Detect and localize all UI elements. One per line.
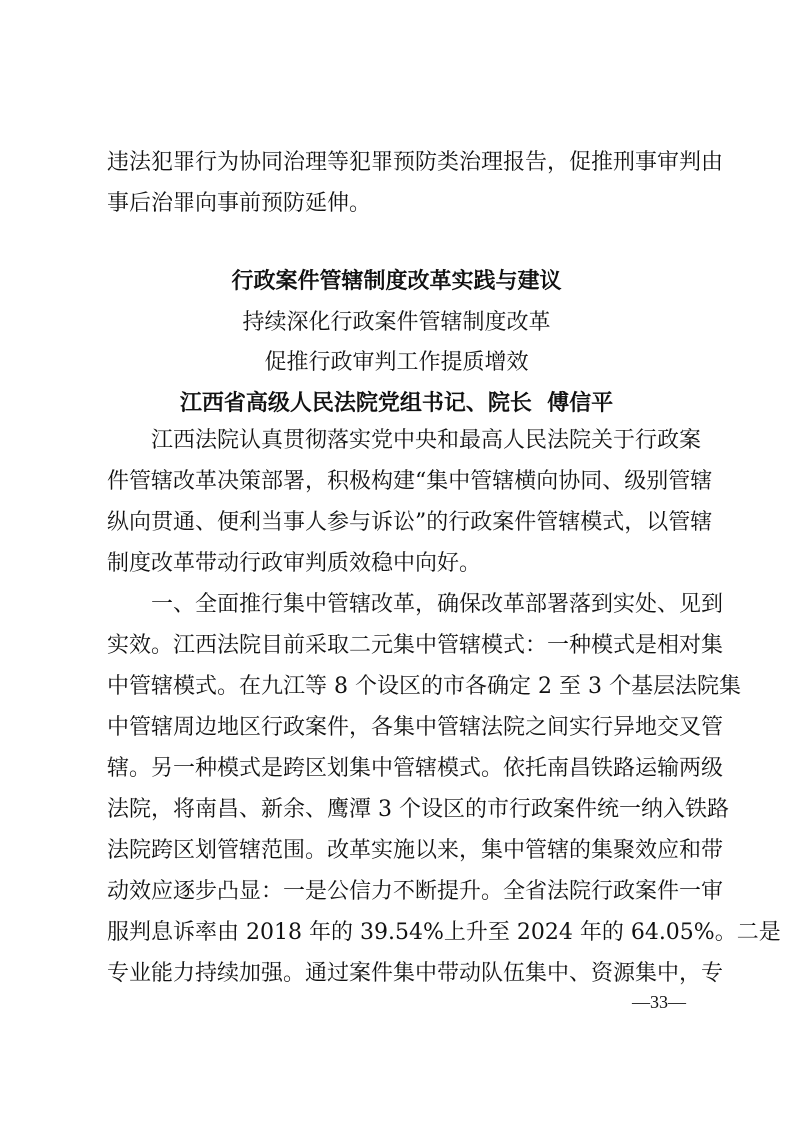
text-line: 实效。江西法院目前采取二元集中管辖模式：一种模式是相对集 <box>107 633 724 658</box>
text-line: 中管辖模式。在九江等 8 个设区的市各确定 2 至 3 个基层法院集 <box>107 674 741 699</box>
text-line: 专业能力持续加强。通过案件集中带动队伍集中、资源集中，专 <box>107 961 724 986</box>
text-line: 法院，将南昌、新余、鹰潭 3 个设区的市行政案件统一纳入铁路 <box>107 797 729 822</box>
text-line: 事后治罪向事前预防延伸。 <box>107 191 372 216</box>
top-paragraph <box>107 142 724 224</box>
text-line: 动效应逐步凸显：一是公信力不断提升。全省法院行政案件一审 <box>107 879 724 904</box>
page-number: —33— <box>632 992 686 1012</box>
article-title-line-1: 持续深化行政案件管辖制度改革 <box>242 310 551 335</box>
text-line: 服判息诉率由 2018 年的 39.54%上升至 2024 年的 64.05%。二是 <box>107 920 781 945</box>
text-line: 中管辖周边地区行政案件，各集中管辖法院之间实行异地交叉管 <box>107 715 724 740</box>
body-text <box>107 420 781 994</box>
text-line: 件管辖改革决策部署，积极构建“集中管辖横向协同、级别管辖 <box>107 469 713 494</box>
text-line: 制度改革带动行政审判质效稳中向好。 <box>107 551 482 576</box>
article-title-line-2: 促推行政审判工作提质增效 <box>264 350 529 375</box>
text-line: 纵向贯通、便利当事人参与诉讼”的行政案件管辖模式，以管辖 <box>107 510 713 535</box>
author-line: 江西省高级人民法院党组书记、院长 傅信平 <box>179 390 614 416</box>
text-line: 辖。另一种模式是跨区划集中管辖模式。依托南昌铁路运输两级 <box>107 756 724 781</box>
text-line: 法院跨区划管辖范围。改革实施以来，集中管辖的集聚效应和带 <box>107 838 724 863</box>
column-title: 行政案件管辖制度改革实践与建议 <box>231 269 562 294</box>
text-line: 一、全面推行集中管辖改革，确保改革部署落到实处、见到 <box>107 592 724 617</box>
text-line: 江西法院认真贯彻落实党中央和最高人民法院关于行政案 <box>107 428 702 453</box>
text-line: 违法犯罪行为协同治理等犯罪预防类治理报告，促推刑事审判由 <box>107 150 724 175</box>
